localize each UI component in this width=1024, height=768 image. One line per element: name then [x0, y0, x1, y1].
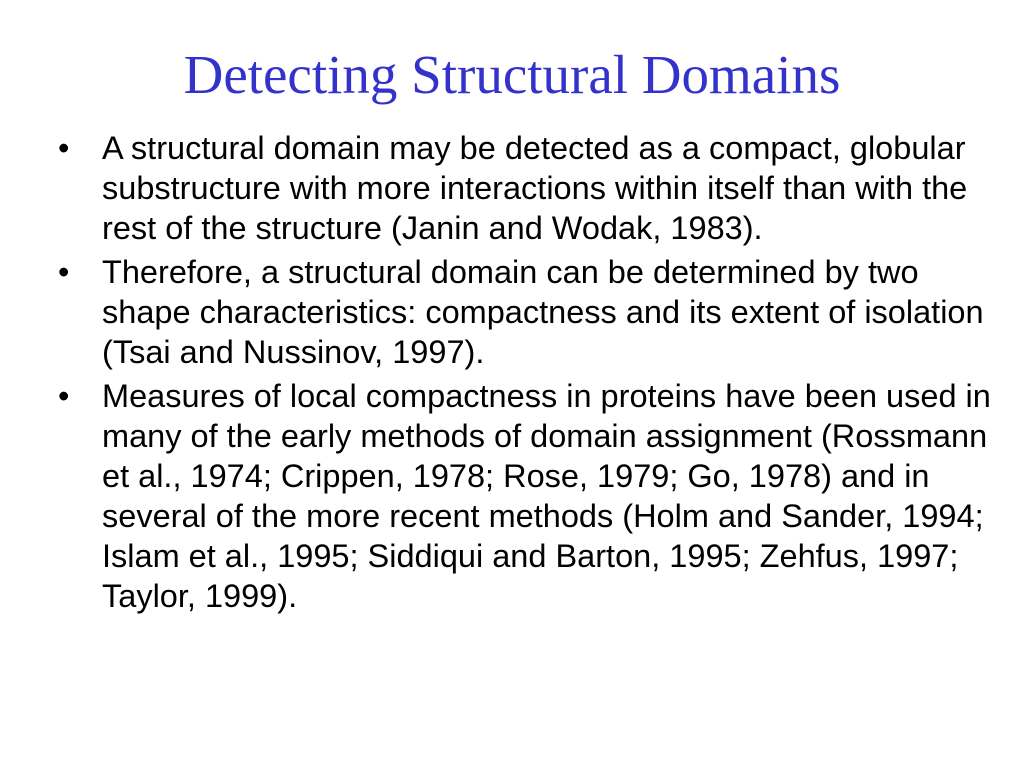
bullet-item [58, 128, 998, 248]
bullet-list [58, 128, 998, 620]
bullet-item [58, 376, 998, 616]
bullet-icon: • [58, 130, 70, 166]
bullet-icon: • [58, 254, 70, 290]
slide-title: Detecting Structural Domains [183, 44, 841, 105]
bullet-icon: • [58, 378, 70, 414]
bullet-text: A structural domain may be detected as a compact, globular substructure with more interactions within itself than with the rest of the structure (Janin and Wodak, 1983). [102, 130, 968, 246]
bullet-text: Therefore, a structural domain can be determined by two shape characteristics: compactness and its extent of isolation (Tsai and Nussinov, 1997). [102, 254, 984, 370]
bullet-item [58, 252, 998, 372]
bullet-text: Measures of local compactness in proteins have been used in many of the early methods of domain assignment (Rossmann et al., 1974; Crippen, 1978; Rose, 1979; Go, 1978) and in several of the more recent methods (Holm and Sander, 1994; Islam et al., 1995; Siddiqui and Barton, 1995; Zehfus, 1997; Taylor, 1999). [102, 378, 991, 614]
